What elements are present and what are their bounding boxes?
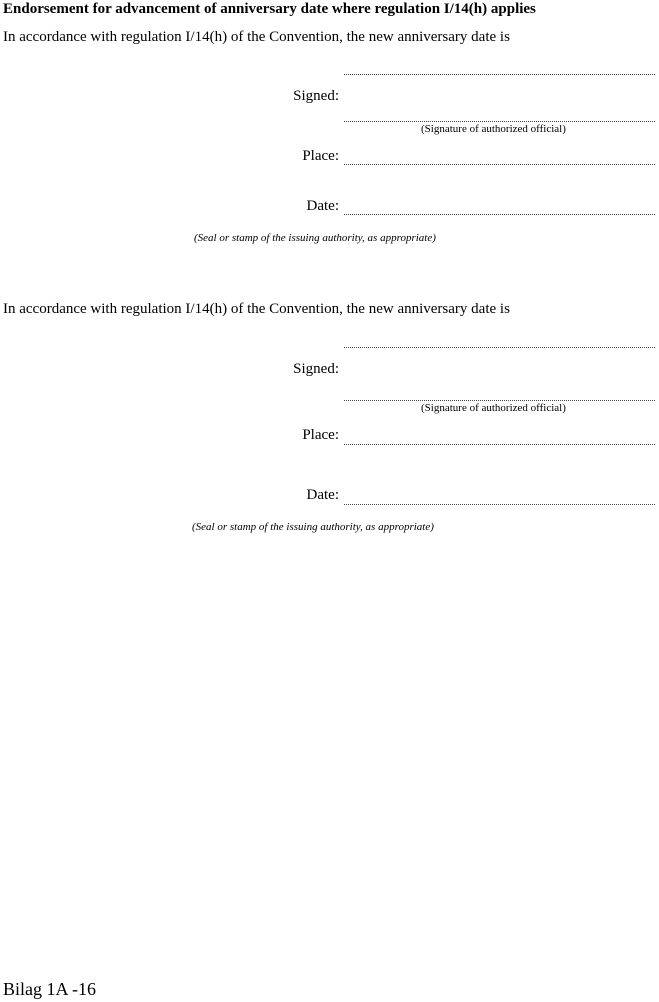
seal-caption: (Seal or stamp of the issuing authority, as appropriate) [192, 521, 434, 533]
signature-line[interactable] [344, 121, 655, 122]
page-footer: Bilag 1A -16 [3, 979, 96, 999]
signed-label: Signed: [293, 361, 339, 377]
signature-caption: (Signature of authorized official) [421, 123, 566, 135]
signature-line[interactable] [344, 400, 655, 401]
place-label: Place: [302, 427, 339, 443]
page-heading: Endorsement for advancement of anniversary date where regulation I/14(h) applies [3, 1, 536, 17]
place-line[interactable] [344, 444, 655, 445]
statement-text: In accordance with regulation I/14(h) of the Convention, the new anniversary date is [3, 301, 510, 317]
signed-label: Signed: [293, 88, 339, 104]
date-label: Date: [306, 198, 339, 214]
place-line[interactable] [344, 164, 655, 165]
anniversary-date-line[interactable] [344, 74, 655, 75]
statement-text: In accordance with regulation I/14(h) of the Convention, the new anniversary date is [3, 29, 510, 45]
anniversary-date-line[interactable] [344, 347, 655, 348]
signature-caption: (Signature of authorized official) [421, 402, 566, 414]
date-line[interactable] [344, 214, 655, 215]
date-label: Date: [306, 487, 339, 503]
date-line[interactable] [344, 504, 655, 505]
seal-caption: (Seal or stamp of the issuing authority, as appropriate) [194, 232, 436, 244]
place-label: Place: [302, 148, 339, 164]
